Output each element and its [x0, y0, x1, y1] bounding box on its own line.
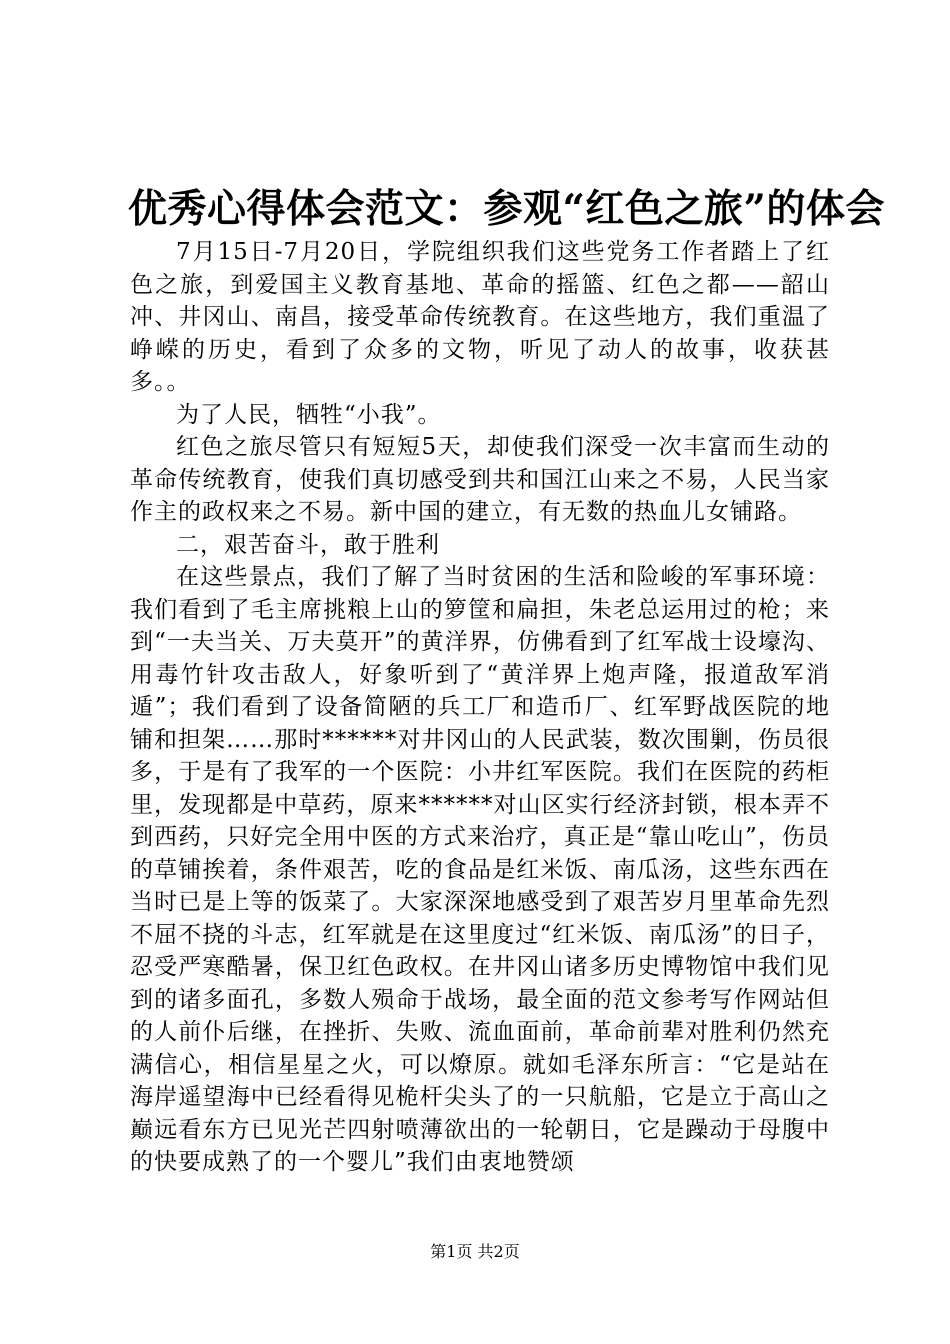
document-title: 优秀心得体会范文：参观“红色之旅”的体会 — [128, 186, 885, 232]
paragraph-revolutionary-education: 红色之旅尽管只有短短5天，却使我们深受一次丰富而生动的革命传统教育，使我们真切感受到共和国江山来之不易，人民当家作主的政权来之不易。新中国的建立，有无数的热血儿女铺路。 — [130, 434, 830, 525]
paragraph-hardship: 在这些景点，我们了解了当时贫困的生活和险峻的军事环境：我们看到了毛主席挑粮上山的箩筐和扁担，朱老总运用过的枪；来到“一夫当关、万夫莫开”的黄洋界，仿佛看到了红军战士设壕沟、用毒竹针攻击敌人，好象听到了“黄洋界上炮声隆，报道敌军消遁”；我们看到了设备简陋的兵工厂和造币厂、红军野战医院的地铺和担架……那时******对井冈山的人民武装，数次围剿，伤员很多，于是有了我军的一个医院：小井红军医院。我们在医院的药柜里，发现都是中草药，原来******对山区实行经济封锁，根本弄不到西药，只好完全用中医的方式来治疗，真正是“靠山吃山”，伤员的草铺挨着，条件艰苦，吃的食品是红米饭、南瓜汤，这些东西在当时已是上等的饭菜了。大家深深地感受到了艰苦岁月里革命先烈不屈不挠的斗志，红军就是在这里度过“红米饭、南瓜汤”的日子，忍受严寒酷暑，保卫红色政权。在井冈山诸多历史博物馆中我们见到的诸多面孔，多数人殒命于战场，最全面的范文参考写作网站但的人前仆后继，在挫折、失败、流血面前，革命前辈对胜利仍然充满信心，相信星星之火，可以燎原。就如毛泽东所言：“它是站在海岸遥望海中已经看得见桅杆尖头了的一只航船，它是立于高山之巅远看东方已见光芒四射喷薄欲出的一轮朝日，它是躁动于母腹中的快要成熟了的一个婴儿”我们由衷地赞颂 — [130, 564, 830, 1175]
paragraph-heading-one: 为了人民，牺牲“小我”。 — [176, 401, 442, 428]
document-body — [130, 236, 830, 1179]
paragraph-heading-two: 二，艰苦奋斗，敢于胜利 — [176, 531, 440, 558]
paragraph-intro: 7月15日-7月20日，学院组织我们这些党务工作者踏上了红色之旅，到爱国主义教育基地、革命的摇篮、红色之都——韶山冲、井冈山、南昌，接受革命传统教育。在这些地方，我们重温了峥嵘的历史，看到了众多的文物，听见了动人的故事，收获甚多。。 — [130, 239, 830, 395]
page-number-footer: 第1页 共2页 — [430, 1242, 520, 1261]
